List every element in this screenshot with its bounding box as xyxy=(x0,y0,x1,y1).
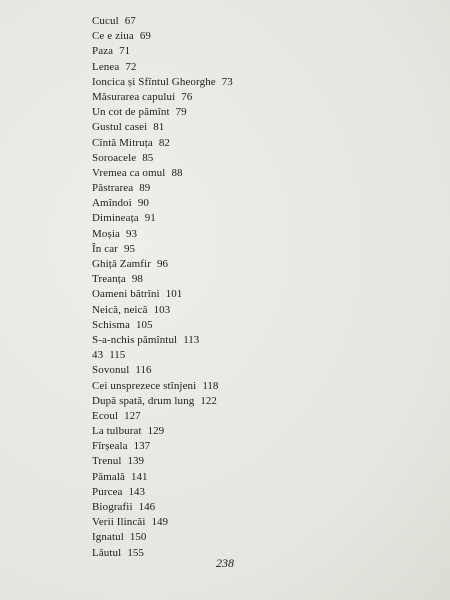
toc-entry-page: 150 xyxy=(129,531,147,544)
toc-entry xyxy=(92,227,372,242)
toc-entry-title: Pămală xyxy=(92,470,125,483)
toc-entry-page: 127 xyxy=(124,409,141,422)
toc-entry-page: 143 xyxy=(128,485,146,498)
toc-entry xyxy=(92,318,372,333)
toc-entry-title: Trenul xyxy=(92,455,122,468)
toc-entry xyxy=(92,485,372,500)
toc-entry-title: Ioncica și Sfîntul Gheorghe xyxy=(92,75,216,88)
toc-entry-page: 73 xyxy=(221,75,233,88)
toc-entry-title: S-a-nchis pămîntul xyxy=(92,333,178,346)
toc-entry-title: Cîntă Mitruța xyxy=(92,136,153,149)
toc-entry xyxy=(92,166,372,181)
toc-entry-page: 85 xyxy=(142,151,154,164)
toc-entry-title: Un cot de pămînt xyxy=(92,106,170,119)
toc-entry xyxy=(92,29,372,44)
toc-entry xyxy=(92,14,372,29)
toc-entry xyxy=(92,409,372,424)
toc-entry-page: 96 xyxy=(156,258,168,270)
toc-entry xyxy=(92,530,372,545)
toc-entry-title: 43 xyxy=(92,349,104,362)
toc-entry-page: 113 xyxy=(183,333,200,346)
toc-entry-title: Moșia xyxy=(92,227,120,240)
toc-entry-title: Paza xyxy=(92,45,114,58)
toc-entry xyxy=(92,333,372,348)
toc-entry-page: 72 xyxy=(125,60,137,73)
toc-entry-title: Verii Ilincăi xyxy=(92,516,146,529)
toc-entry-page: 93 xyxy=(126,227,137,240)
toc-entry-title: Păstrarea xyxy=(92,182,134,195)
toc-entry xyxy=(92,424,372,439)
toc-entry xyxy=(92,272,372,287)
toc-entry-title: Gustul casei xyxy=(92,121,148,134)
toc-entry-page: 149 xyxy=(151,516,169,529)
toc-entry xyxy=(92,211,372,226)
toc-entry xyxy=(92,303,372,318)
toc-entry xyxy=(92,379,372,394)
toc-entry-title: Biografii xyxy=(92,501,133,513)
toc-entry-page: 98 xyxy=(131,273,143,286)
toc-entry-page: 69 xyxy=(139,30,151,43)
table-of-contents xyxy=(92,14,372,561)
toc-entry-page: 90 xyxy=(137,197,149,210)
toc-entry xyxy=(92,348,372,363)
toc-entry xyxy=(92,257,372,272)
toc-entry-title: Dimineața xyxy=(92,212,139,225)
toc-entry-title: Lenea xyxy=(92,60,120,73)
toc-entry xyxy=(92,454,372,469)
toc-entry-page: 89 xyxy=(139,182,151,195)
toc-entry-page: 115 xyxy=(109,349,126,362)
toc-entry xyxy=(92,287,372,302)
toc-entry-page: 137 xyxy=(133,440,151,453)
toc-entry-page: 139 xyxy=(127,455,145,468)
toc-entry xyxy=(92,242,372,257)
page-number: 238 xyxy=(216,556,234,570)
toc-entry-title: Măsurarea capului xyxy=(92,90,176,103)
toc-entry xyxy=(92,394,372,409)
toc-entry-title: Oameni bătrîni xyxy=(92,288,160,301)
toc-entry-title: După spată, drum lung xyxy=(92,394,195,407)
toc-entry xyxy=(92,44,372,59)
toc-entry-page: 95 xyxy=(123,242,135,255)
toc-entry-page: 76 xyxy=(181,90,193,103)
toc-entry-page: 146 xyxy=(138,501,156,513)
toc-entry xyxy=(92,363,372,378)
toc-entry-title: Ce e ziua xyxy=(92,30,134,43)
toc-entry xyxy=(92,136,372,151)
toc-entry xyxy=(92,181,372,196)
toc-entry-title: Cucul xyxy=(92,15,119,27)
toc-entry-title: Ghiță Zamfir xyxy=(92,258,151,270)
toc-entry-page: 67 xyxy=(124,15,136,27)
toc-entry-title: Purcea xyxy=(92,485,123,498)
toc-entry xyxy=(92,60,372,75)
toc-entry xyxy=(92,515,372,530)
toc-entry-page: 155 xyxy=(127,546,144,559)
toc-entry xyxy=(92,439,372,454)
toc-entry-page: 103 xyxy=(153,303,171,316)
toc-entry xyxy=(92,196,372,211)
toc-entry-page: 71 xyxy=(119,45,131,58)
toc-entry-title: Vremea ca omul xyxy=(92,166,166,179)
toc-entry-page: 88 xyxy=(171,166,183,179)
toc-entry-page: 122 xyxy=(200,394,217,407)
toc-entry-title: În car xyxy=(92,242,118,255)
toc-entry-page: 118 xyxy=(202,379,219,392)
toc-entry-page: 129 xyxy=(147,425,165,438)
toc-entry-page: 91 xyxy=(144,212,156,225)
toc-entry-page: 101 xyxy=(165,288,183,301)
toc-entry-page: 81 xyxy=(153,121,165,134)
toc-entry-title: Neică, neică xyxy=(92,303,148,316)
toc-entry-page: 141 xyxy=(130,470,148,483)
toc-entry-page: 82 xyxy=(158,136,170,149)
toc-entry xyxy=(92,500,372,515)
toc-entry-title: Ignatul xyxy=(92,531,124,544)
toc-entry xyxy=(92,105,372,120)
toc-entry-title: Lăutul xyxy=(92,546,122,559)
toc-entry-page: 116 xyxy=(135,364,152,377)
toc-entry-page: 79 xyxy=(175,106,187,119)
toc-entry-title: La tulburat xyxy=(92,425,142,438)
toc-entry xyxy=(92,90,372,105)
toc-entry-title: Treanța xyxy=(92,273,126,286)
toc-entry xyxy=(92,151,372,166)
toc-entry-title: Amîndoi xyxy=(92,197,132,210)
toc-entry-title: Ecoul xyxy=(92,409,119,422)
toc-entry-page: 105 xyxy=(135,318,153,331)
toc-entry xyxy=(92,75,372,90)
toc-entry-title: Fîrșeala xyxy=(92,440,128,453)
toc-entry xyxy=(92,470,372,485)
toc-entry-title: Cei unsprezece stînjeni xyxy=(92,379,197,392)
toc-entry xyxy=(92,120,372,135)
toc-entry-title: Sovonul xyxy=(92,364,130,377)
toc-entry-title: Soroacele xyxy=(92,151,137,164)
toc-entry-title: Schisma xyxy=(92,318,130,331)
